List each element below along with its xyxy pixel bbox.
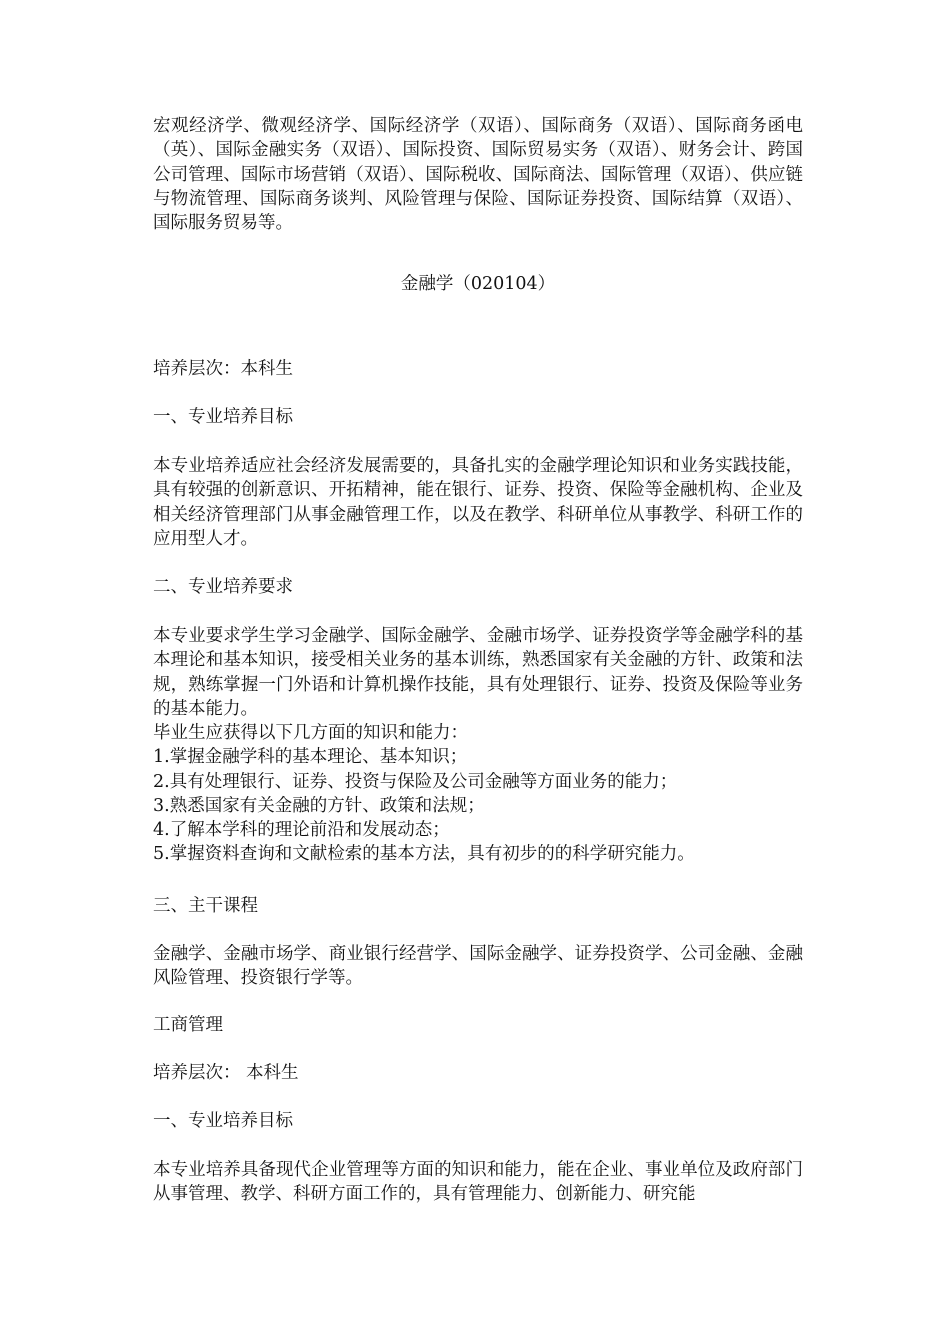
list-item: 5.掌握资料查询和文献检索的基本方法，具有初步的的科学研究能力。 <box>153 844 695 865</box>
finance-title: 金融学（020104） <box>400 274 556 294</box>
finance-req-list <box>153 721 803 867</box>
business-level: 培养层次： 本科生 <box>153 1063 299 1083</box>
finance-course-heading: 三、主干课程 <box>153 896 258 916</box>
list-item: 3.熟悉国家有关金融的方针、政策和法规； <box>153 795 485 816</box>
finance-goal-text: 本专业培养适应社会经济发展需要的，具备扎实的金融学理论知识和业务实践技能，具有较强的创新意识、开拓精神，能在银行、证券、投资、保险等金融机构、企业及相关经济管理部门从事金融管理工作，以及在教学、科研单位从事教学、科研工作的应用型人才。 <box>153 456 803 549</box>
finance-req-heading: 二、专业培养要求 <box>153 577 293 597</box>
finance-course-text: 金融学、金融市场学、商业银行经营学、国际金融学、证券投资学、公司金融、金融风险管理、投资银行学等。 <box>153 944 803 989</box>
business-goal-heading: 一、专业培养目标 <box>153 1111 293 1131</box>
list-item: 1.掌握金融学科的基本理论、基本知识； <box>153 747 468 768</box>
finance-req-text: 本专业要求学生学习金融学、国际金融学、金融市场学、证券投资学等金融学科的基本理论和基本知识，接受相关业务的基本训练，熟悉国家有关金融的方针、政策和法规，熟练掌握一门外语和计算机操作技能，具有处理银行、证券、投资及保险等业务的基本能力。 <box>153 626 803 719</box>
business-goal-text: 本专业培养具备现代企业管理等方面的知识和能力，能在企业、事业单位及政府部门从事管理、教学、科研方面工作的，具有管理能力、创新能力、研究能 <box>153 1160 803 1205</box>
list-item: 4.了解本学科的理论前沿和发展动态； <box>153 820 450 841</box>
intro-paragraph: 宏观经济学、微观经济学、国际经济学（双语）、国际商务（双语）、国际商务函电（英）、国际金融实务（双语）、国际投资、国际贸易实务（双语）、财务会计、跨国公司管理、国际市场营销（双语）、国际税收、国际商法、国际管理（双语）、供应链与物流管理、国际商务谈判、风险管理与保险、国际证券投资、国际结算（双语）、国际服务贸易等。 <box>153 116 803 234</box>
finance-goal-heading: 一、专业培养目标 <box>153 407 293 427</box>
finance-level: 培养层次：本科生 <box>153 359 293 379</box>
list-item: 2.具有处理银行、证券、投资与保险及公司金融等方面业务的能力； <box>153 771 678 792</box>
finance-req-intro: 毕业生应获得以下几方面的知识和能力： <box>153 723 468 743</box>
business-title: 工商管理 <box>153 1015 223 1035</box>
